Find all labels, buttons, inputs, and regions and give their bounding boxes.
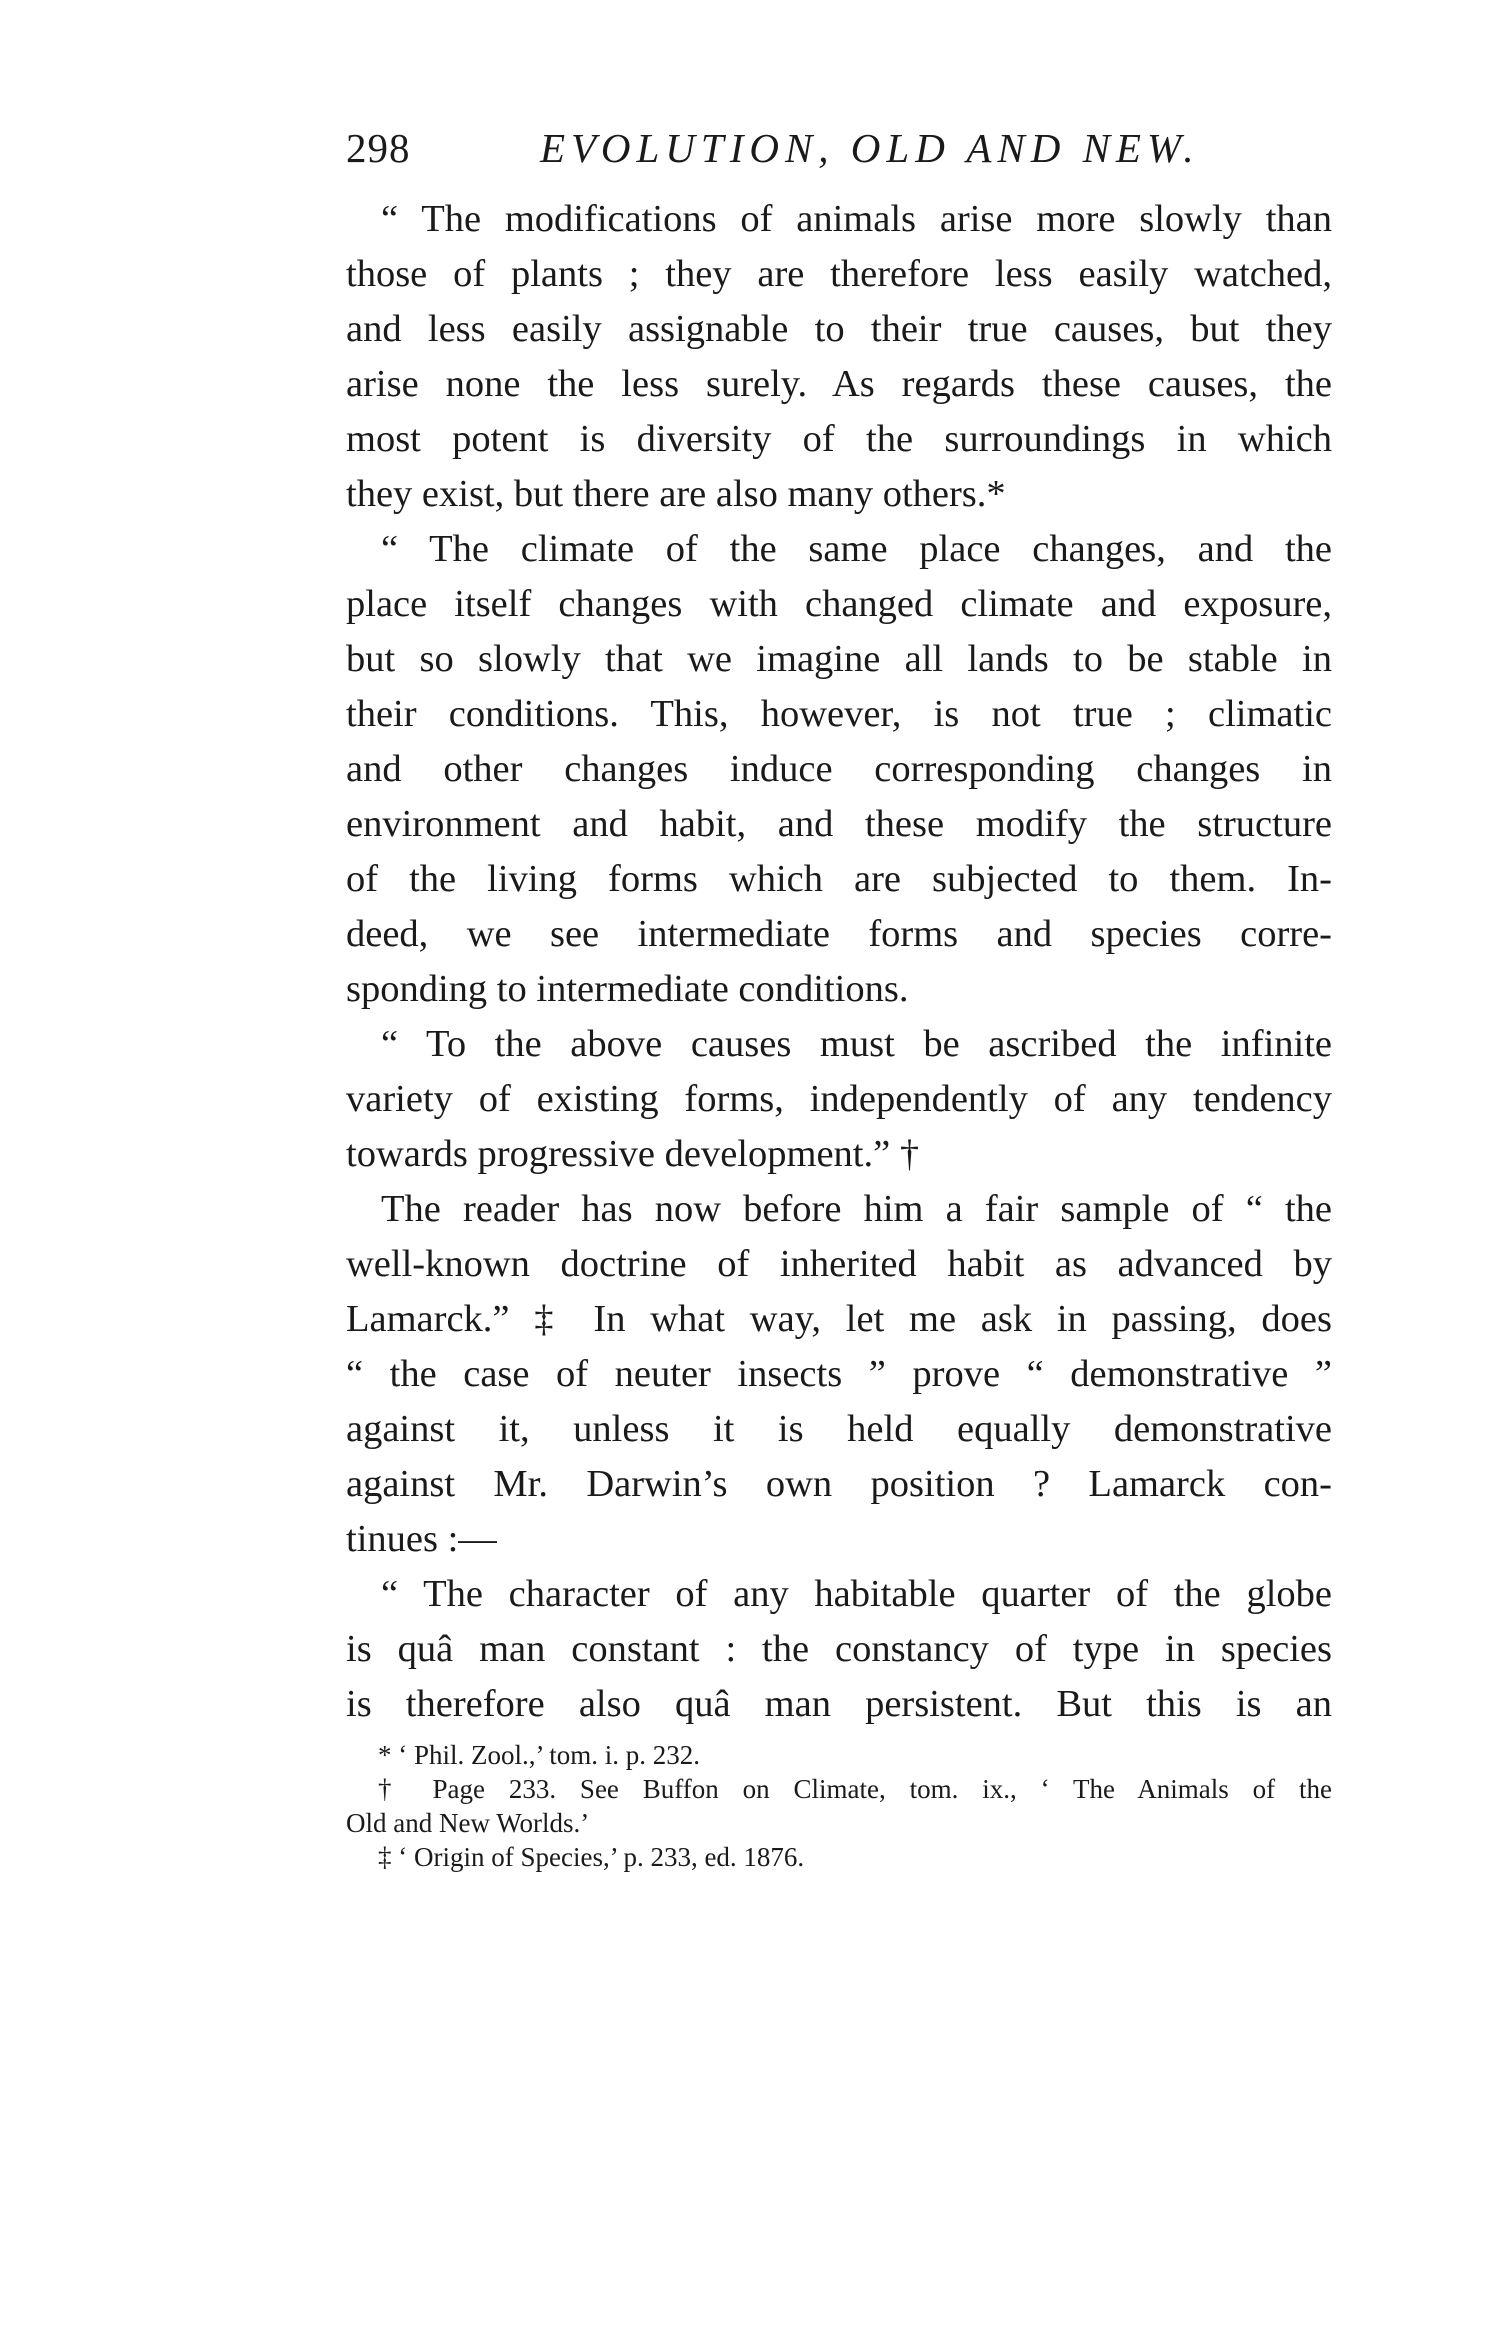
- page-number: 298: [346, 125, 411, 171]
- text-line: “ The modifications of animals arise more slowly than: [381, 198, 1332, 240]
- text-line: “ the case of neuter insects ” prove “ demonstrative ”: [346, 1353, 1332, 1395]
- text-line: place itself changes with changed climate and exposure,: [346, 583, 1332, 625]
- text-line: arise none the less surely. As regards these causes, the: [346, 363, 1332, 405]
- footnote: ‡ ‘ Origin of Species,’ p. 233, ed. 1876.: [378, 1842, 805, 1872]
- text-line: and less easily assignable to their true causes, but they: [346, 308, 1332, 350]
- text-line: they exist, but there are also many others.*: [346, 473, 1006, 515]
- text-line: their conditions. This, however, is not true ; climatic: [346, 693, 1332, 735]
- footnotes: [346, 1738, 1332, 1874]
- text-line: sponding to intermediate conditions.: [346, 968, 909, 1010]
- text-line: those of plants ; they are therefore less easily watched,: [346, 253, 1332, 295]
- running-title: EVOLUTION, OLD AND NEW.: [540, 125, 1200, 171]
- footnote: † Page 233. See Buffon on Climate, tom. ix., ‘ The Animals of the: [378, 1774, 1332, 1804]
- text-line: and other changes induce corresponding changes in: [346, 748, 1332, 790]
- text-line: is quâ man constant : the constancy of type in species: [346, 1628, 1332, 1670]
- text-line: deed, we see intermediate forms and species corre-: [346, 913, 1332, 955]
- text-line: of the living forms which are subjected to them. In-: [346, 858, 1332, 900]
- text-line: The reader has now before him a fair sample of “ the: [381, 1188, 1332, 1230]
- text-line: “ To the above causes must be ascribed the infinite: [381, 1023, 1332, 1065]
- text-line: “ The climate of the same place changes, and the: [381, 528, 1332, 570]
- text-line: against it, unless it is held equally demonstrative: [346, 1408, 1332, 1450]
- text-line: but so slowly that we imagine all lands to be stable in: [346, 638, 1332, 680]
- text-line: tinues :—: [346, 1518, 497, 1560]
- text-line: most potent is diversity of the surroundings in which: [346, 418, 1332, 460]
- body-text: [346, 192, 1332, 1732]
- text-line: Lamarck.” ‡ In what way, let me ask in passing, does: [346, 1298, 1332, 1340]
- text-line: towards progressive development.” †: [346, 1133, 920, 1175]
- text-line: “ The character of any habitable quarter of the globe: [381, 1573, 1332, 1615]
- footnote: * ‘ Phil. Zool.,’ tom. i. p. 232.: [378, 1740, 700, 1770]
- text-line: against Mr. Darwin’s own position ? Lamarck con-: [346, 1463, 1332, 1505]
- page-header: [346, 118, 1346, 178]
- text-line: environment and habit, and these modify the structure: [346, 803, 1332, 845]
- text-line: is therefore also quâ man persistent. But this is an: [346, 1683, 1332, 1725]
- text-line: variety of existing forms, independently of any tendency: [346, 1078, 1332, 1120]
- footnote-continuation: Old and New Worlds.’: [346, 1808, 590, 1838]
- text-line: well-known doctrine of inherited habit as advanced by: [346, 1243, 1332, 1285]
